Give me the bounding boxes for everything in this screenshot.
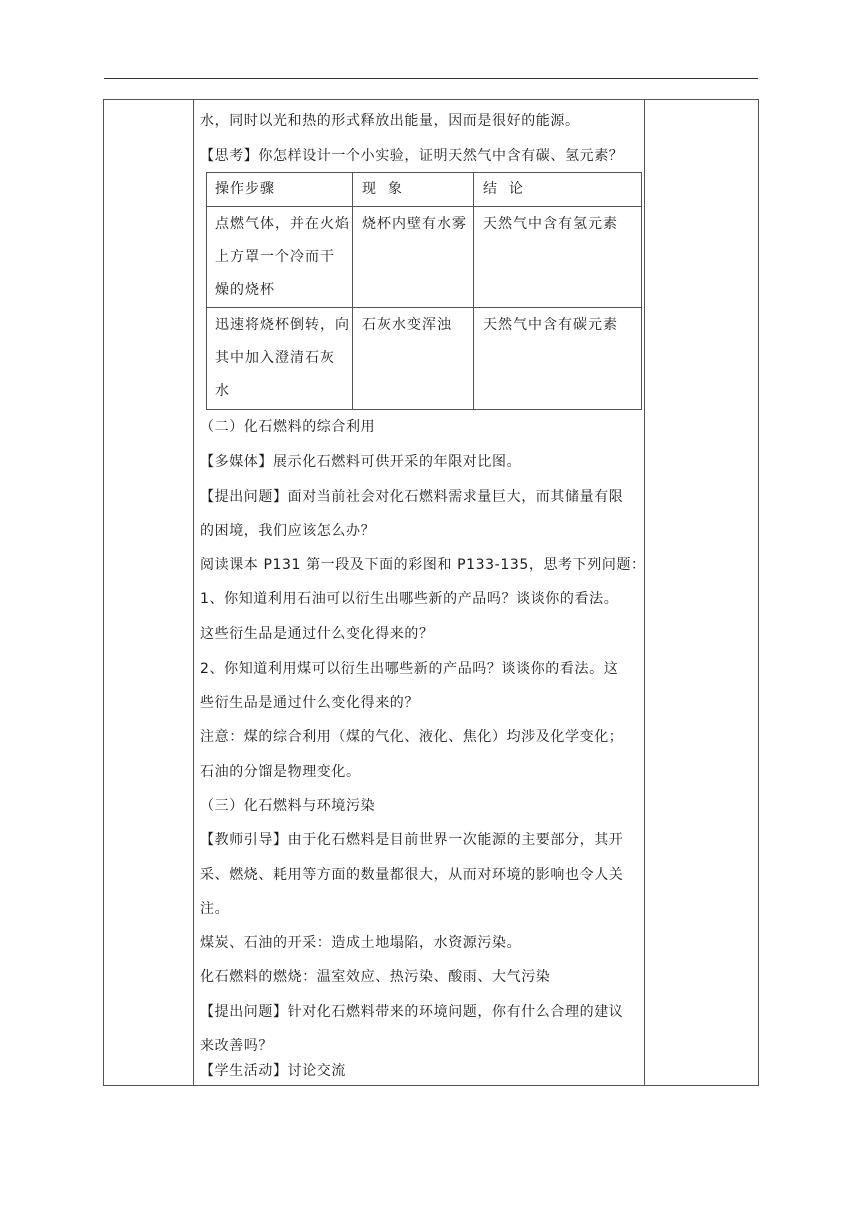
- text-line: 注。: [200, 901, 230, 917]
- text-line: 来改善吗？: [200, 1038, 273, 1054]
- text-line: 这些衍生品是通过什么变化得来的？: [200, 626, 434, 642]
- section-heading: （二）化石燃料的综合利用: [200, 419, 376, 435]
- table-cell-step: 迅速将烧杯倒转，向: [215, 317, 350, 333]
- table-col-divider: [473, 173, 474, 409]
- text-line: 【教师引导】由于化石燃料是目前世界一次能源的主要部分，其开: [200, 832, 624, 848]
- text-line: 【提出问题】针对化石燃料带来的环境问题，你有什么合理的建议: [200, 1004, 624, 1020]
- text-line: 采、燃烧、耗用等方面的数量都很大，从而对环境的影响也令人关: [200, 867, 624, 883]
- table-cell-step: 其中加入澄清石灰: [215, 350, 335, 366]
- experiment-table: [206, 172, 642, 410]
- text-line: 2、你知道利用煤可以衍生出哪些新的产品吗？谈谈你的看法。这: [200, 661, 619, 677]
- text-line: 【提出问题】面对当前社会对化石燃料需求量巨大，而其储量有限: [200, 489, 624, 505]
- text-line: 注意：煤的综合利用（煤的气化、液化、焦化）均涉及化学变化；: [200, 729, 624, 745]
- table-cell-step: 燥的烧杯: [215, 282, 275, 298]
- table-cell-conclusion: 天然气中含有碳元素: [483, 317, 618, 333]
- section-heading: （三）化石燃料与环境污染: [200, 798, 376, 814]
- text-line: 阅读课本 P131 第一段及下面的彩图和 P133-135，思考下列问题：: [200, 557, 646, 573]
- table-cell-phenomenon: 烧杯内壁有水雾: [362, 216, 467, 232]
- text-line: 的困境，我们应该怎么办？: [200, 523, 376, 539]
- table-cell-conclusion: 天然气中含有氢元素: [483, 216, 618, 232]
- text-line: 【多媒体】展示化石燃料可供开采的年限对比图。: [200, 454, 522, 470]
- table-row-divider: [207, 206, 641, 207]
- text-line: 水，同时以光和热的形式释放出能量，因而是很好的能源。: [200, 113, 580, 129]
- table-header-step: 操作步骤: [215, 181, 275, 197]
- table-col-divider: [352, 173, 353, 409]
- table-cell-step: 点燃气体，并在火焰: [215, 216, 350, 232]
- header-rule: [104, 78, 758, 79]
- left-column-divider: [193, 100, 194, 1085]
- table-header-phenomenon: 现 象: [362, 181, 403, 197]
- text-line: 石油的分馏是物理变化。: [200, 764, 361, 780]
- text-line: 些衍生品是通过什么变化得来的？: [200, 695, 419, 711]
- table-row-divider: [207, 307, 641, 308]
- table-cell-step: 上方罩一个冷而干: [215, 249, 335, 265]
- think-question: 【思考】你怎样设计一个小实验，证明天然气中含有碳、氢元素？: [200, 148, 624, 164]
- text-line: 1、你知道利用石油可以衍生出哪些新的产品吗？谈谈你的看法。: [200, 591, 619, 607]
- right-column-divider: [644, 100, 645, 1085]
- text-line: 化石燃料的燃烧：温室效应、热污染、酸雨、大气污染: [200, 969, 551, 985]
- table-cell-phenomenon: 石灰水变浑浊: [362, 317, 452, 333]
- table-cell-step: 水: [215, 383, 230, 399]
- lesson-table: [103, 99, 759, 1086]
- table-header-conclusion: 结 论: [483, 181, 524, 197]
- text-line: 煤炭、石油的开采：造成土地塌陷，水资源污染。: [200, 935, 522, 951]
- text-line: 【学生活动】讨论交流: [200, 1063, 346, 1079]
